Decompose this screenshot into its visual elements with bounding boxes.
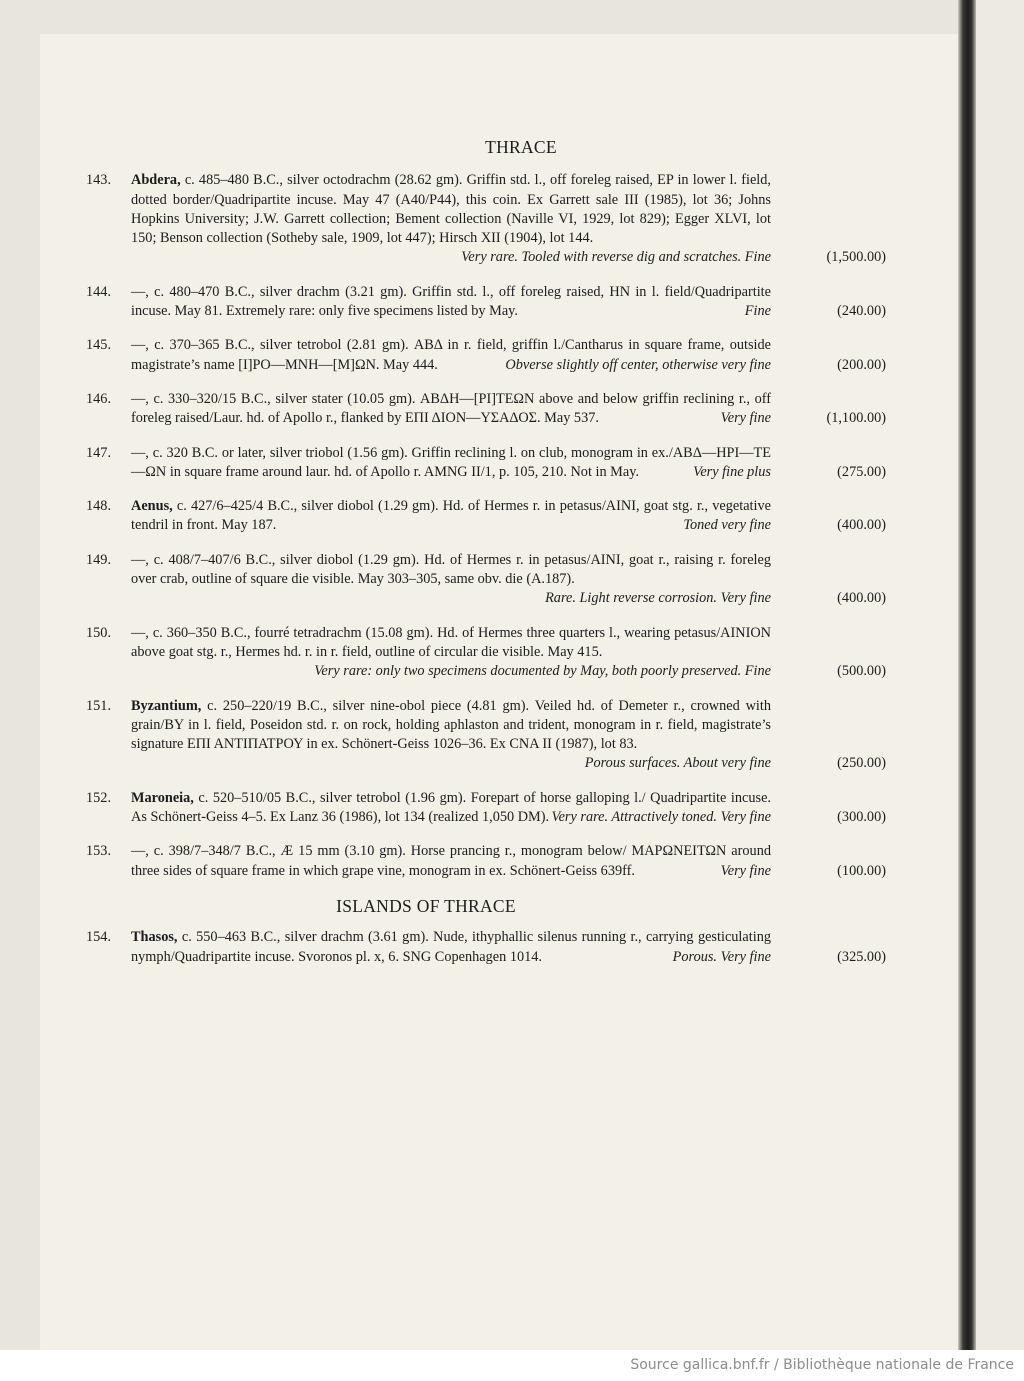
- lot-description: [131, 624, 771, 682]
- lot-text: —, c. 480–470 B.C., silver drachm (3.21 gm). Griffin std. l., off foreleg raised, HN in l. field/Quadripartite incuse. May 81. Extremely rare: only five specimens listed by May.: [131, 283, 771, 320]
- lot-estimate: [771, 497, 886, 536]
- lot-number: 154.: [86, 929, 112, 946]
- lot-number: 153.: [86, 843, 112, 860]
- lot-price: (500.00): [837, 663, 886, 680]
- lot-estimate: [771, 283, 886, 322]
- lot-text: c. 250–220/19 B.C., silver nine-obol piece (4.81 gm). Veiled hd. of Demeter r., crowned with grain/BY in l. field, Poseidon std. r. on rock, holding aphlaston and trident, monogram in r. field, magistrate’s signature ΕΠΙ ΑΝΤΙΠΑΤΡΟΥ in ex. Schönert-Geiss 1026–36. Ex CNA II (1987), lot 83.: [131, 697, 771, 753]
- scan-right-margin: [976, 0, 1024, 1350]
- lot-condition: Fine: [744, 303, 771, 320]
- lot-entry: [86, 789, 886, 828]
- lot-text: —, c. 370–365 B.C., silver tetrobol (2.81 gm). ΑΒΔ in r. field, griffin l./Cantharus in square frame, outside magistrate’s name [I]ΡΟ—ΜΝΗ—[Μ]ΩΝ. May 444.: [131, 337, 771, 373]
- lot-estimate: [771, 171, 886, 267]
- lot-text: c. 520–510/05 B.C., silver tetrobol (1.96 gm). Forepart of horse galloping l./ Quadripartite incuse. As Schönert-Geiss 4–5. Ex Lanz 36 (1986), lot 134 (realized 1,050 DM).: [131, 789, 771, 826]
- lot-condition: Very rare. Attractively toned. Very fine: [551, 809, 771, 826]
- lot-estimate: [771, 390, 886, 429]
- lot-description: [131, 842, 771, 881]
- lot-price: (100.00): [837, 862, 886, 879]
- lot-price: (1,100.00): [826, 410, 886, 427]
- lot-text: c. 427/6–425/4 B.C., silver diobol (1.29 gm). Hd. of Hermes r. in petasus/AINI, goat stg. r., vegetative tendril in front. May 187.: [131, 498, 771, 534]
- lot-condition: Very fine: [720, 862, 771, 879]
- lot-price: (250.00): [837, 755, 886, 772]
- lot-entry: [86, 551, 886, 609]
- lot-text: —, c. 360–350 B.C., fourré tetradrachm (15.08 gm). Hd. of Hermes three quarters l., wearing petasus/AINION above goat stg. r., Hermes hd. r. in r. field, outline of circular die visible. May 415.: [131, 624, 771, 660]
- lot-condition: Very rare: only two specimens documented by May, both poorly preserved. Fine: [314, 663, 771, 680]
- lot-price: (1,500.00): [826, 249, 886, 266]
- lot-mint-name: Byzantium,: [131, 697, 202, 714]
- lot-text: —, c. 320 B.C. or later, silver triobol (1.56 gm). Griffin reclining l. on club, monogram in ex./ΑΒΔ—ΗΡΙ—ΤΕ—ΩΝ in square frame around laur. hd. of Apollo r. AMNG II/1, p. 105, 210. Not in May.: [131, 444, 771, 480]
- lot-entry: [86, 390, 886, 429]
- lot-condition: Toned very fine: [683, 517, 771, 534]
- lot-price: (200.00): [837, 356, 886, 373]
- lot-number: 146.: [86, 390, 112, 407]
- lot-condition: Porous. Very fine: [672, 948, 771, 965]
- lot-list-islands: [86, 928, 886, 967]
- lot-entry: [86, 497, 886, 536]
- lot-number: 144.: [86, 283, 112, 300]
- lot-condition: Very fine: [720, 410, 771, 427]
- lot-entry: [86, 928, 886, 967]
- lot-price: (300.00): [837, 809, 886, 826]
- lot-condition: Porous surfaces. About very fine: [584, 755, 771, 772]
- lot-condition: Rare. Light reverse corrosion. Very fine: [545, 590, 771, 607]
- lot-condition: Very rare. Tooled with reverse dig and scratches. Fine: [461, 249, 771, 266]
- page-binding-edge: [958, 0, 976, 1350]
- lot-mint-name: Abdera,: [131, 172, 181, 189]
- lot-description: [131, 789, 771, 828]
- lot-mint-name: Aenus,: [131, 498, 173, 515]
- lot-estimate: [771, 336, 886, 375]
- lot-description: [131, 171, 771, 267]
- lot-number: 148.: [86, 498, 112, 515]
- section-title-islands: ISLANDS OF THRACE: [336, 895, 516, 916]
- lot-text: —, c. 330–320/15 B.C., silver stater (10.05 gm). ΑΒΔΗ—[ΡΙ]ΤΕΩΝ above and below griffin reclining r., off foreleg raised/Laur. hd. of Apollo r., flanked by ΕΠΙ ΔΙΟΝ—ΥΣΑΔΟΣ. May 537.: [131, 390, 771, 427]
- lot-text: —, c. 398/7–348/7 B.C., Æ 15 mm (3.10 gm). Horse prancing r., monogram below/ ΜΑΡΩΝΕΙΤΩΝ around three sides of square frame in which grape vine, monogram in ex. Schönert-Geiss 639ff.: [131, 843, 771, 879]
- lot-mint-name: Thasos,: [131, 929, 178, 946]
- lot-description: [131, 390, 771, 429]
- lot-description: [131, 928, 771, 967]
- lot-description: [131, 336, 771, 375]
- lot-description: [131, 283, 771, 322]
- lot-number: 147.: [86, 444, 112, 461]
- lot-description: [131, 551, 771, 609]
- lot-price: (400.00): [837, 590, 886, 607]
- lot-price: (325.00): [837, 948, 886, 965]
- lot-entry: [86, 697, 886, 774]
- lot-estimate: [771, 697, 886, 774]
- lot-mint-name: Maroneia,: [131, 789, 194, 806]
- lot-number: 145.: [86, 337, 112, 354]
- lot-description: [131, 444, 771, 483]
- source-credit: Source gallica.bnf.fr / Bibliothèque nationale de France: [630, 1357, 1014, 1373]
- lot-condition: Obverse slightly off center, otherwise very fine: [505, 356, 771, 373]
- lot-text: —, c. 408/7–407/6 B.C., silver diobol (1.29 gm). Hd. of Hermes r. in petasus/AINI, goat r., raising r. foreleg over crab, outline of square die visible. May 303–305, same obv. die (A.187).: [131, 551, 771, 588]
- lot-price: (240.00): [837, 303, 886, 320]
- section-title-thrace: THRACE: [485, 137, 557, 157]
- lot-condition: Very fine plus: [693, 463, 771, 480]
- lot-estimate: [771, 624, 886, 682]
- lot-entry: [86, 842, 886, 881]
- lot-text: c. 550–463 B.C., silver drachm (3.61 gm). Nude, ithyphallic silenus running r., carrying gesticulating nymph/Quadripartite incuse. Svoronos pl. x, 6. SNG Copenhagen 1014.: [131, 929, 771, 965]
- lot-number: 149.: [86, 551, 112, 568]
- lot-list-thrace: [86, 171, 886, 881]
- lot-number: 150.: [86, 624, 112, 641]
- lot-number: 151.: [86, 697, 112, 714]
- catalogue-content: [86, 138, 886, 982]
- lot-number: 152.: [86, 789, 112, 806]
- lot-entry: [86, 171, 886, 267]
- lot-estimate: [771, 928, 886, 967]
- lot-description: [131, 497, 771, 536]
- lot-estimate: [771, 842, 886, 881]
- lot-entry: [86, 283, 886, 322]
- lot-estimate: [771, 789, 886, 828]
- lot-estimate: [771, 551, 886, 609]
- lot-price: (400.00): [837, 517, 886, 534]
- lot-entry: [86, 444, 886, 483]
- lot-entry: [86, 624, 886, 682]
- lot-number: 143.: [86, 172, 112, 189]
- lot-description: [131, 697, 771, 774]
- lot-text: c. 485–480 B.C., silver octodrachm (28.62 gm). Griffin std. l., off foreleg raised, EP in lower l. field, dotted border/Quadripartite incuse. May 47 (A40/P44), this coin. Ex Garrett sale III (1985), lot 36; Johns Hopkins University; J.W. Garrett collection; Bement collection (Naville VI, 1929, lot 829); Egger XLVI, lot 150; Benson collection (Sotheby sale, 1909, lot 447); Hirsch XII (1904), lot 144.: [131, 172, 771, 247]
- lot-estimate: [771, 444, 886, 483]
- lot-price: (275.00): [837, 463, 886, 480]
- lot-entry: [86, 336, 886, 375]
